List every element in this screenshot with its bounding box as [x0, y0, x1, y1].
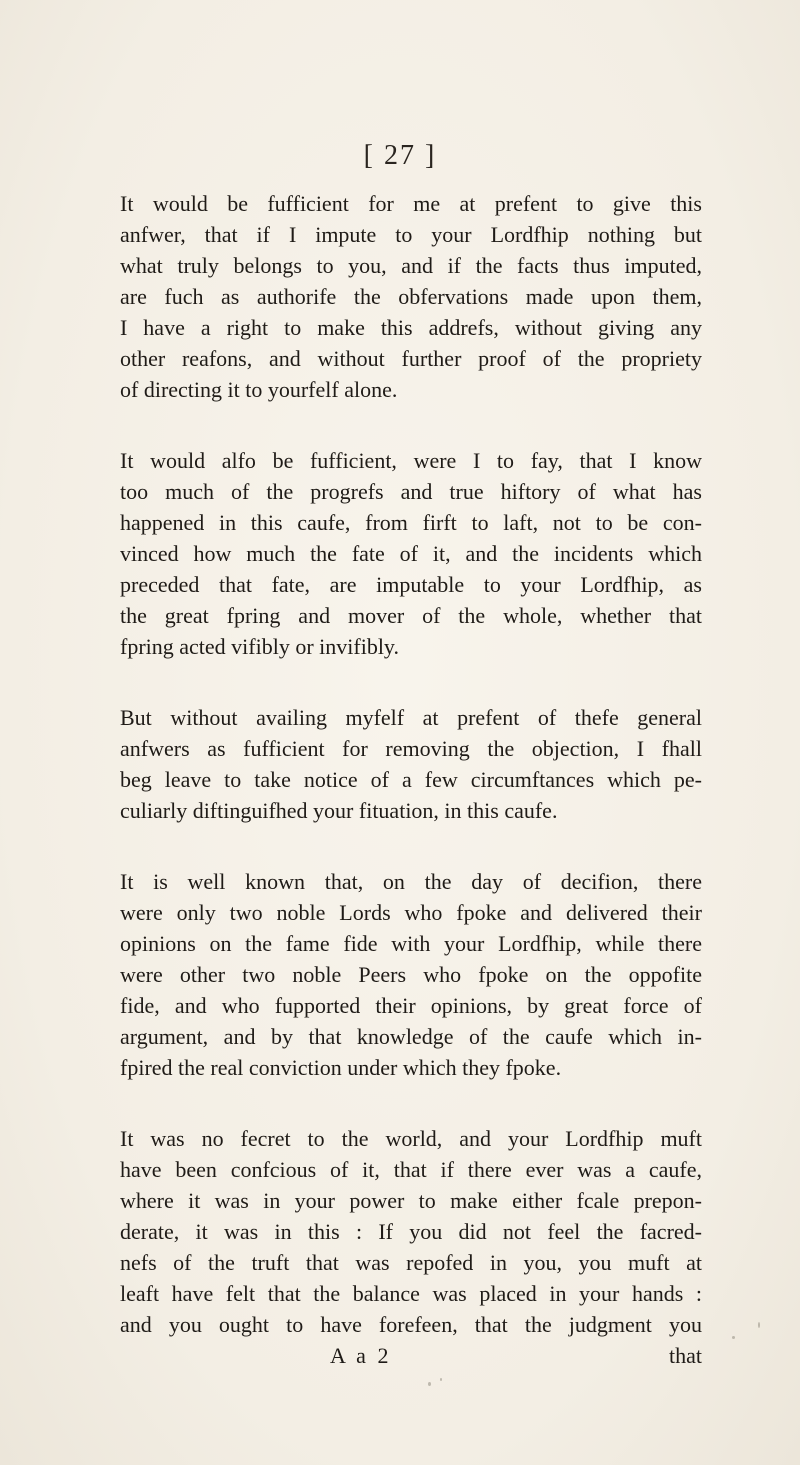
text-line: too much of the progrefs and true hiftory of what has [120, 479, 702, 504]
page-number: [ 27 ] [363, 140, 437, 171]
paper-speck [440, 1378, 442, 1381]
text-line: fide, and who fupported their opinions, by great force of [120, 993, 702, 1018]
text-line: argument, and by that knowledge of the caufe which in- [120, 1024, 702, 1049]
paper-speck [428, 1382, 431, 1386]
text-line: anfwers as fufficient for removing the objection, I fhall [120, 736, 702, 761]
page-footer [120, 1340, 702, 1371]
text-line: were only two noble Lords who fpoke and delivered their [120, 900, 702, 925]
paper-speck [732, 1336, 735, 1339]
text-line: where it was in your power to make either fcale prepon- [120, 1188, 702, 1213]
text-line: culiarly diftinguifhed your fituation, in this caufe. [120, 798, 558, 823]
text-line: and you ought to have forefeen, that the judgment you [120, 1312, 702, 1337]
body-text [120, 188, 702, 1371]
text-line: leaft have felt that the balance was placed in your hands : [120, 1281, 702, 1306]
text-line: happened in this caufe, from firft to laft, not to be con- [120, 510, 702, 535]
catchword: that [669, 1343, 702, 1368]
paragraph-3 [120, 702, 702, 826]
text-line: beg leave to take notice of a few circumftances which pe- [120, 767, 702, 792]
paragraph-4 [120, 866, 702, 1083]
text-line: But without availing myfelf at prefent of thefe general [120, 705, 702, 730]
text-line: anfwer, that if I impute to your Lordfhip nothing but [120, 222, 702, 247]
text-line: were other two noble Peers who fpoke on the oppofite [120, 962, 702, 987]
paragraph-2 [120, 445, 702, 662]
text-line: of directing it to yourfelf alone. [120, 377, 398, 402]
text-line: derate, it was in this : If you did not feel the facred- [120, 1219, 702, 1244]
text-line: It would be fufficient for me at prefent to give this [120, 191, 702, 216]
text-line: opinions on the fame fide with your Lordfhip, while there [120, 931, 702, 956]
text-line: fpring acted vifibly or invifibly. [120, 634, 400, 659]
text-line: fpired the real conviction under which they fpoke. [120, 1055, 562, 1080]
text-line: vinced how much the fate of it, and the incidents which [120, 541, 702, 566]
signature-mark: A a 2 [330, 1343, 392, 1368]
text-line: It is well known that, on the day of decifion, there [120, 869, 702, 894]
text-line: It would alfo be fufficient, were I to fay, that I know [120, 448, 702, 473]
text-line: have been confcious of it, that if there ever was a caufe, [120, 1157, 702, 1182]
text-line: other reafons, and without further proof of the propriety [120, 346, 702, 371]
text-line: preceded that fate, are imputable to your Lordfhip, as [120, 572, 702, 597]
text-line: It was no fecret to the world, and your Lordfhip muft [120, 1126, 702, 1151]
text-line: the great fpring and mover of the whole, whether that [120, 603, 702, 628]
text-line: nefs of the truft that was repofed in you, you muft at [120, 1250, 702, 1275]
text-line: I have a right to make this addrefs, without giving any [120, 315, 702, 340]
paragraph-5 [120, 1123, 702, 1340]
paper-speck [758, 1322, 760, 1328]
text-line: what truly belongs to you, and if the facts thus imputed, [120, 253, 702, 278]
paragraph-1 [120, 188, 702, 405]
text-line: are fuch as authorife the obfervations made upon them, [120, 284, 702, 309]
